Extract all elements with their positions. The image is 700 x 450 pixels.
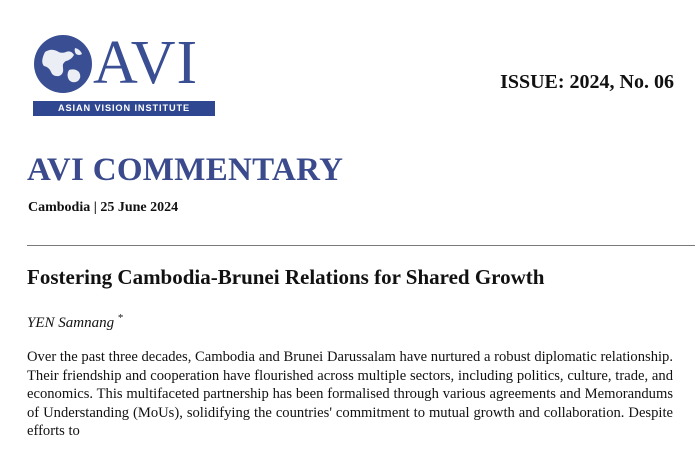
article-paragraph: Over the past three decades, Cambodia and Brunei Darussalam have nurtured a robust diplomatic relationship. Their friendship and cooperation have flourished across multiple sectors, including politics, culture, trade, and economics. This multifaceted partnership has been formalised through various agreements and Memorandums of Understanding (MoUs), solidifying the countries' commitment to mutual growth and collaboration. Despite efforts to (27, 349, 673, 440)
article-title: Fostering Cambodia-Brunei Relations for Shared Growth (27, 265, 545, 289)
author-footnote-mark[interactable]: * (117, 312, 124, 324)
globe-icon (33, 34, 93, 94)
logo-wordmark: AVI (93, 29, 199, 97)
series-title: AVI COMMENTARY (27, 152, 344, 188)
article-author (27, 312, 123, 332)
divider (27, 245, 695, 246)
author-name: YEN Samnang (27, 315, 115, 331)
location-date: Cambodia | 25 June 2024 (28, 200, 179, 215)
avi-logo (33, 29, 218, 114)
logo-tagline: ASIAN VISION INSTITUTE (33, 101, 215, 116)
issue-number: ISSUE: 2024, No. 06 (500, 71, 674, 93)
